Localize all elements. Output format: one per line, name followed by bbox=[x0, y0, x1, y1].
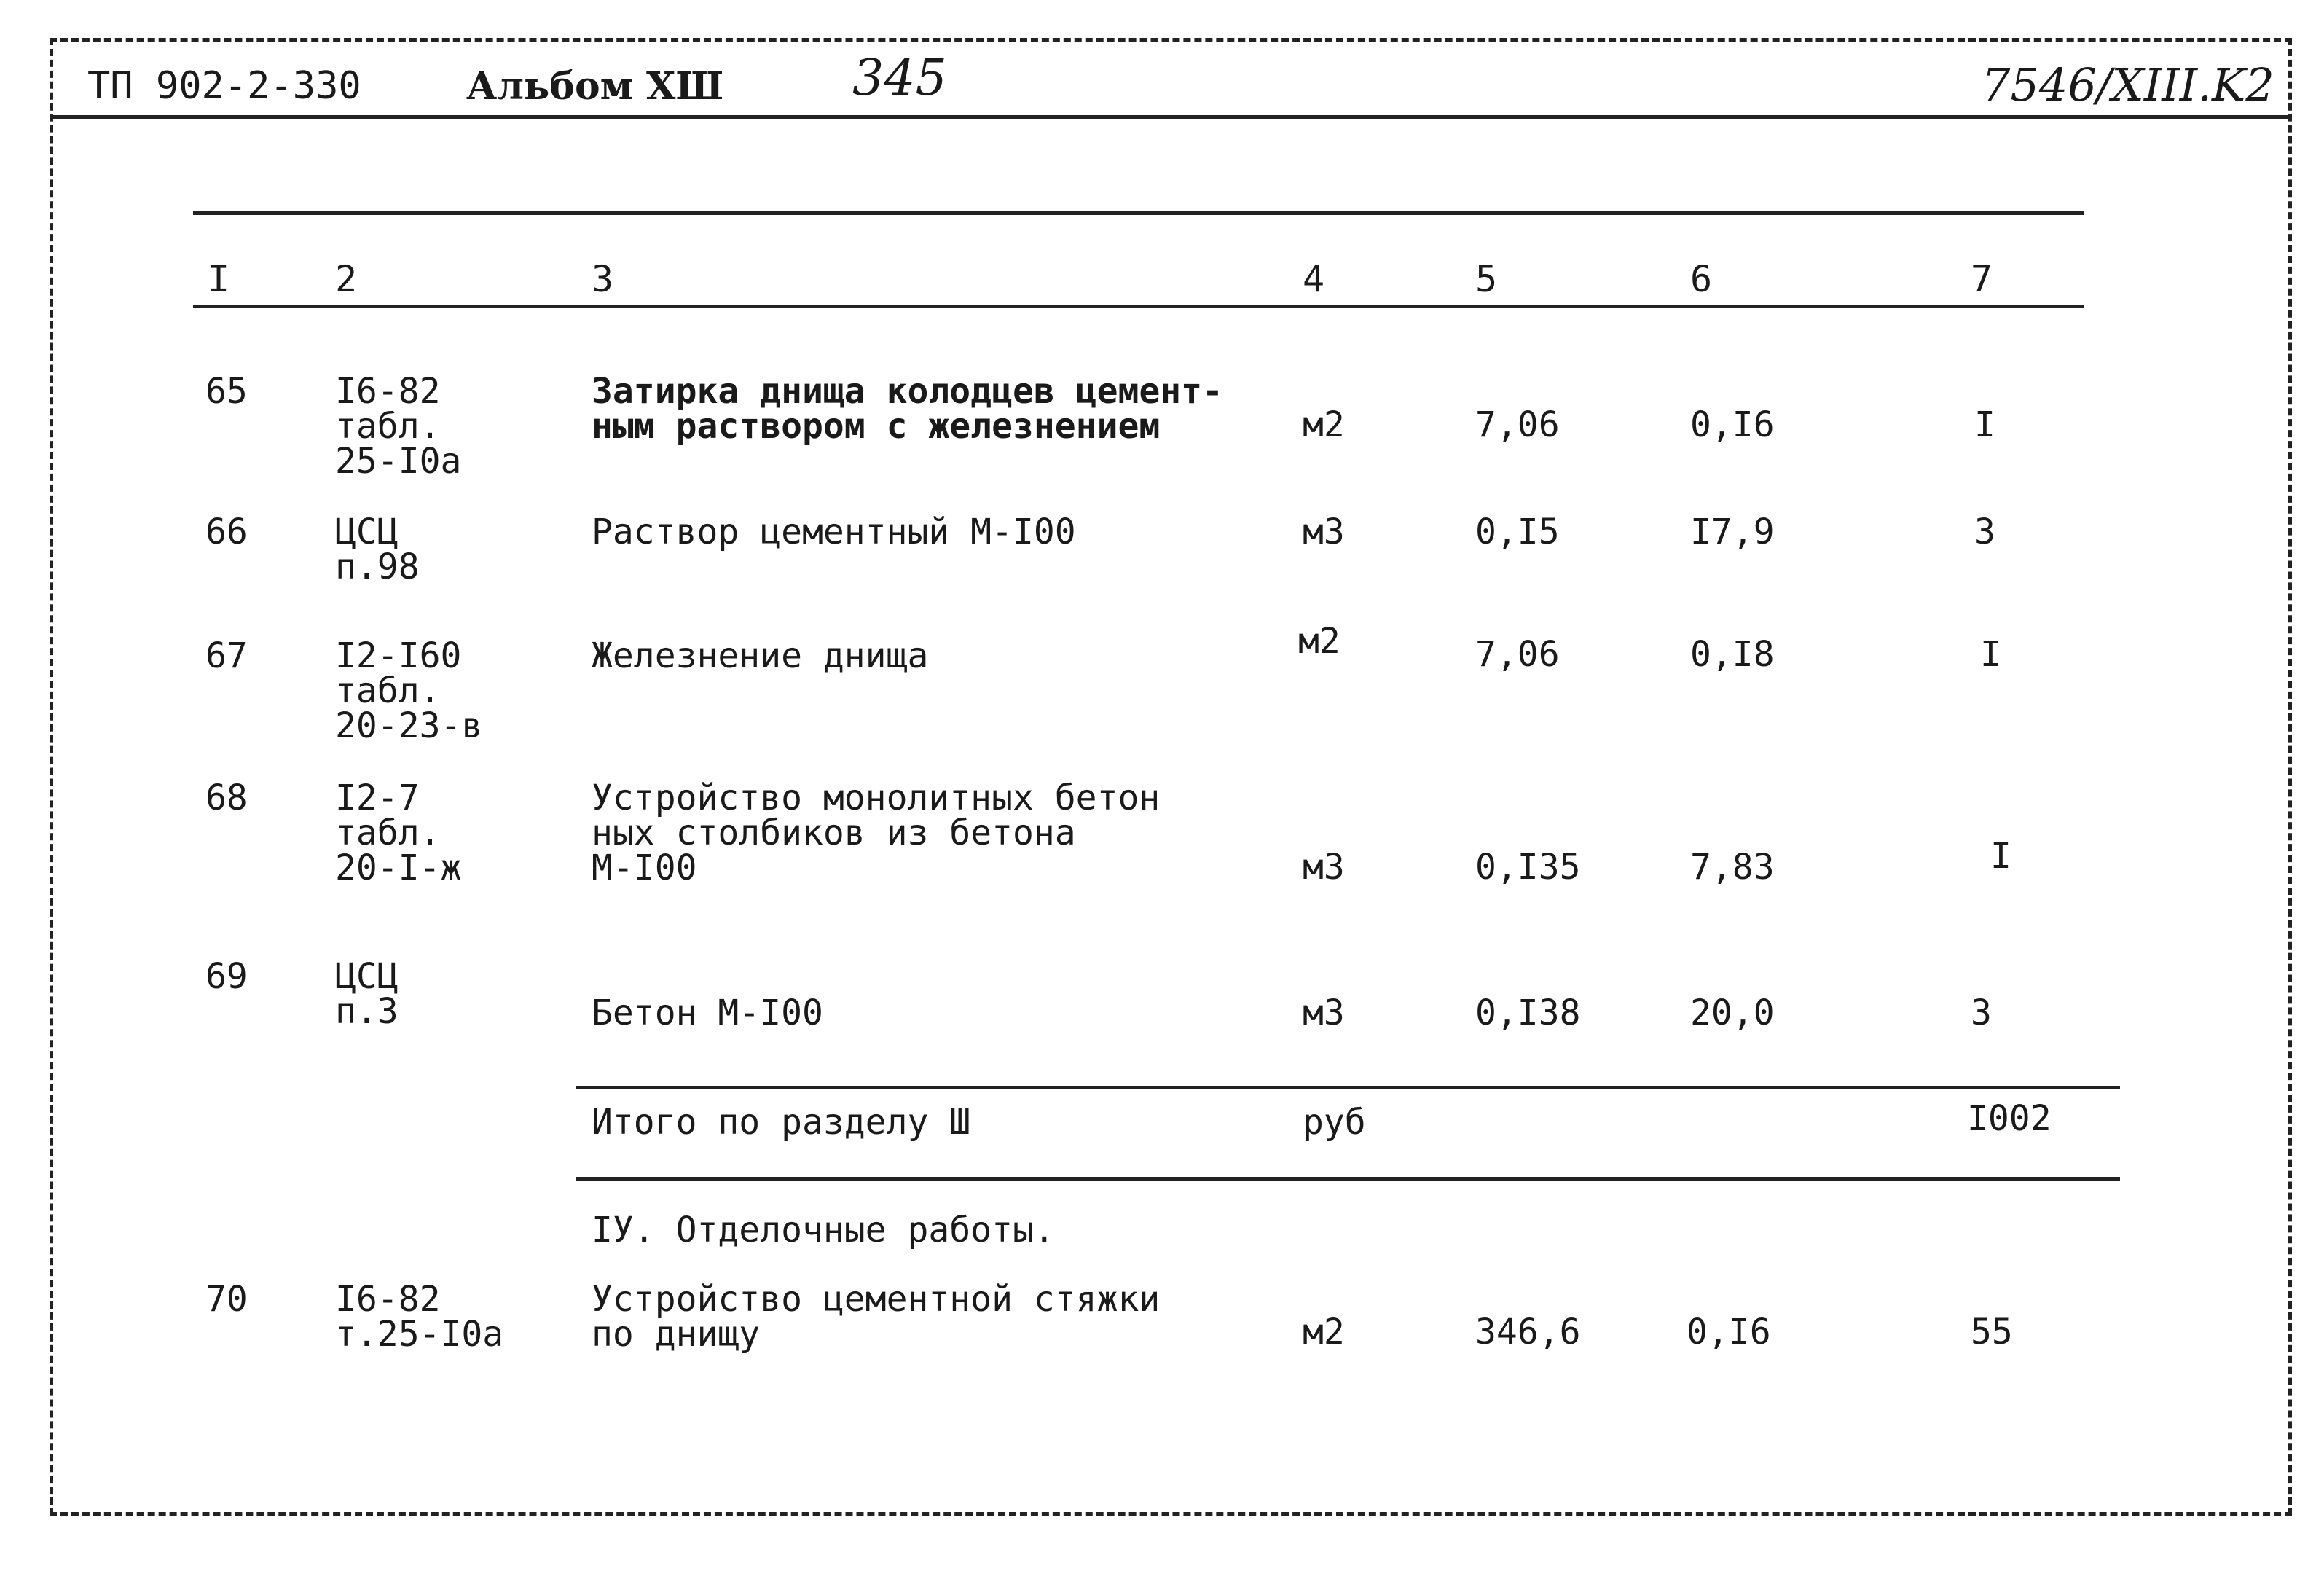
row-number: 68 bbox=[205, 778, 248, 818]
norm-reference: табл. bbox=[335, 406, 441, 447]
norm-reference: I2-7 bbox=[335, 778, 420, 818]
document-reference: 7546/XIII.K2 bbox=[1982, 58, 2274, 111]
project-code: ТП 902-2-330 bbox=[87, 64, 361, 108]
work-description: Затирка днища колодцев цемент- bbox=[592, 371, 1223, 412]
subtotal-top-rule bbox=[576, 1086, 2120, 1089]
total-cost: I bbox=[1980, 634, 2001, 675]
row-number: 67 bbox=[205, 635, 248, 676]
section-title: IУ. Отделочные работы. bbox=[592, 1210, 1055, 1250]
norm-reference: 25-I0а bbox=[335, 441, 462, 482]
unit: м3 bbox=[1303, 847, 1345, 888]
unit-price: 0,I8 bbox=[1690, 634, 1775, 675]
norm-reference: 20-23-в bbox=[335, 705, 483, 746]
norm-reference: ЦСЦ bbox=[335, 512, 399, 552]
total-cost: I bbox=[1974, 404, 1995, 445]
work-description: Железнение днища bbox=[592, 635, 929, 676]
norm-reference: т.25-I0а bbox=[335, 1314, 504, 1355]
norm-reference: п.98 bbox=[335, 547, 420, 587]
page-number: 345 bbox=[852, 50, 947, 107]
column-header-7: 7 bbox=[1971, 258, 1993, 300]
work-description: ных столбиков из бетона bbox=[592, 813, 1076, 853]
unit: м2 bbox=[1298, 621, 1340, 662]
work-description: ным раствором с железнением bbox=[592, 406, 1161, 447]
quantity: 346,6 bbox=[1475, 1312, 1581, 1352]
norm-reference: табл. bbox=[335, 813, 441, 853]
norm-reference: I6-82 bbox=[335, 1279, 441, 1320]
column-header-4: 4 bbox=[1303, 258, 1325, 300]
work-description: Устройство монолитных бетон bbox=[592, 778, 1161, 818]
unit-price: I7,9 bbox=[1690, 512, 1775, 552]
quantity: 0,I35 bbox=[1475, 847, 1581, 888]
work-description: по днищу bbox=[592, 1314, 761, 1355]
table-top-rule bbox=[193, 211, 2084, 215]
header-divider bbox=[50, 115, 2292, 119]
work-description: Раствор цементный М-I00 bbox=[592, 512, 1076, 552]
column-header-5: 5 bbox=[1475, 258, 1498, 300]
column-header-1: I bbox=[208, 258, 230, 300]
work-description: Бетон М-I00 bbox=[592, 992, 823, 1033]
norm-reference: ЦСЦ bbox=[335, 956, 399, 997]
norm-reference: 20-I-ж bbox=[335, 847, 462, 888]
row-number: 66 bbox=[205, 512, 248, 552]
unit-price: 20,0 bbox=[1690, 992, 1775, 1033]
work-description: Устройство цементной стяжки bbox=[592, 1279, 1161, 1320]
table-header-rule bbox=[193, 305, 2084, 308]
subtotal-unit: руб bbox=[1303, 1102, 1366, 1143]
unit: м2 bbox=[1303, 404, 1345, 445]
column-header-3: 3 bbox=[592, 258, 614, 300]
work-description: М-I00 bbox=[592, 847, 697, 888]
unit: м2 bbox=[1303, 1312, 1345, 1352]
norm-reference: I6-82 bbox=[335, 371, 441, 412]
total-cost: 3 bbox=[1971, 992, 1992, 1033]
unit: м3 bbox=[1303, 512, 1345, 552]
unit-price: 0,I6 bbox=[1687, 1312, 1771, 1352]
norm-reference: табл. bbox=[335, 670, 441, 711]
norm-reference: п.3 bbox=[335, 991, 399, 1032]
row-number: 69 bbox=[205, 956, 248, 997]
row-number: 65 bbox=[205, 371, 248, 412]
quantity: 7,06 bbox=[1475, 634, 1560, 675]
total-cost: 3 bbox=[1974, 512, 1995, 552]
column-header-2: 2 bbox=[335, 258, 358, 300]
subtotal-cost: I002 bbox=[1967, 1098, 2052, 1139]
album-label: Альбом ХШ bbox=[466, 64, 724, 109]
subtotal-bottom-rule bbox=[576, 1177, 2120, 1180]
row-number: 70 bbox=[205, 1279, 248, 1320]
column-header-6: 6 bbox=[1690, 258, 1713, 300]
quantity: 7,06 bbox=[1475, 404, 1560, 445]
unit-price: 7,83 bbox=[1690, 847, 1775, 888]
total-cost: 55 bbox=[1971, 1312, 2013, 1352]
subtotal-label: Итого по разделу Ш bbox=[592, 1102, 971, 1143]
unit: м3 bbox=[1303, 992, 1345, 1033]
norm-reference: I2-I60 bbox=[335, 635, 462, 676]
total-cost: I bbox=[1990, 836, 2011, 877]
unit-price: 0,I6 bbox=[1690, 404, 1775, 445]
quantity: 0,I5 bbox=[1475, 512, 1560, 552]
quantity: 0,I38 bbox=[1475, 992, 1581, 1033]
